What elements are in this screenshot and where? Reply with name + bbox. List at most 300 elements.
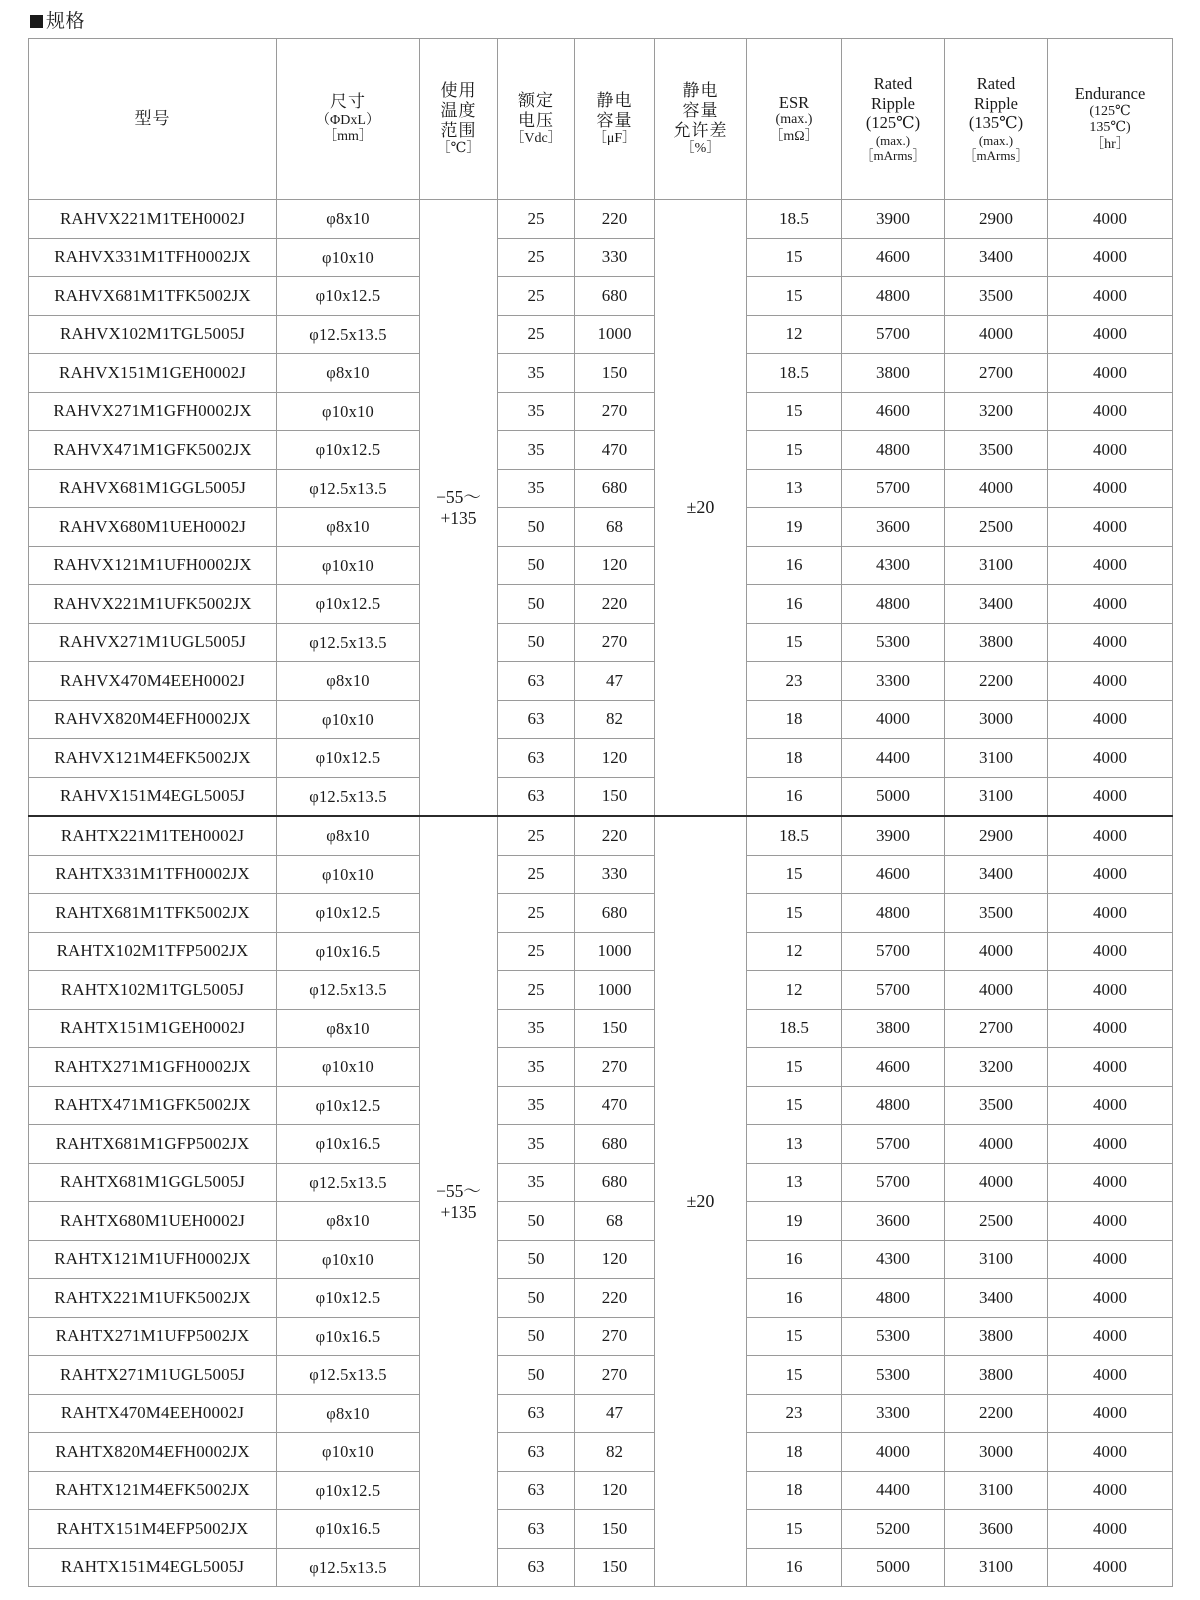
column-header-line: Ripple xyxy=(974,93,1018,113)
cell-endurance: 4000 xyxy=(1048,1086,1173,1125)
cell-size: φ10x12.5 xyxy=(277,739,420,778)
cell-model: RAHTX102M1TFP5002JX xyxy=(29,932,277,971)
cell-rated-ripple-135c: 2500 xyxy=(945,1202,1048,1241)
cell-capacitance: 47 xyxy=(575,1394,655,1433)
cell-rated-ripple-135c: 2700 xyxy=(945,1009,1048,1048)
table-row xyxy=(29,816,1173,855)
cell-size: φ8x10 xyxy=(277,200,420,239)
cell-endurance: 4000 xyxy=(1048,816,1173,855)
column-header-line: ［μF］ xyxy=(592,130,637,146)
cell-rated-ripple-125c: 5000 xyxy=(842,1548,945,1587)
cell-size: φ10x12.5 xyxy=(277,585,420,624)
cell-rated-voltage: 63 xyxy=(498,662,575,701)
cell-esr: 16 xyxy=(747,1240,842,1279)
column-header-line: 电压 xyxy=(518,110,554,131)
cell-rated-ripple-135c: 3800 xyxy=(945,1317,1048,1356)
cell-esr: 16 xyxy=(747,546,842,585)
cell-capacitance: 120 xyxy=(575,1240,655,1279)
cell-model: RAHTX680M1UEH0002J xyxy=(29,1202,277,1241)
column-header-line: ［mm］ xyxy=(323,129,373,145)
cell-endurance: 4000 xyxy=(1048,392,1173,431)
cell-endurance: 4000 xyxy=(1048,469,1173,508)
cell-size: φ10x16.5 xyxy=(277,1317,420,1356)
cell-rated-voltage: 50 xyxy=(498,1202,575,1241)
cell-esr: 18.5 xyxy=(747,354,842,393)
cell-rated-ripple-135c: 4000 xyxy=(945,315,1048,354)
cell-capacitance: 470 xyxy=(575,1086,655,1125)
cell-size: φ8x10 xyxy=(277,1202,420,1241)
cell-esr: 16 xyxy=(747,585,842,624)
cell-esr: 15 xyxy=(747,431,842,470)
cell-capacitance: 330 xyxy=(575,855,655,894)
cell-capacitance: 150 xyxy=(575,1510,655,1549)
cell-endurance: 4000 xyxy=(1048,894,1173,933)
cell-rated-ripple-125c: 4600 xyxy=(842,855,945,894)
cell-rated-ripple-135c: 2200 xyxy=(945,662,1048,701)
cell-rated-ripple-125c: 3800 xyxy=(842,1009,945,1048)
temperature-range-line: +135 xyxy=(440,507,477,528)
cell-model: RAHVX680M1UEH0002J xyxy=(29,508,277,547)
cell-esr: 19 xyxy=(747,508,842,547)
cell-endurance: 4000 xyxy=(1048,1048,1173,1087)
column-header-line: 135℃) xyxy=(1089,120,1131,136)
cell-model: RAHVX681M1TFK5002JX xyxy=(29,277,277,316)
table-row xyxy=(29,1548,1173,1587)
cell-capacitance: 680 xyxy=(575,469,655,508)
cell-capacitance-tolerance: ±20 xyxy=(655,200,747,817)
cell-endurance: 4000 xyxy=(1048,315,1173,354)
column-header-line: 型号 xyxy=(134,108,171,129)
cell-capacitance: 150 xyxy=(575,777,655,816)
cell-esr: 18 xyxy=(747,739,842,778)
cell-model: RAHTX470M4EEH0002J xyxy=(29,1394,277,1433)
cell-model: RAHVX470M4EEH0002J xyxy=(29,662,277,701)
cell-esr: 15 xyxy=(747,1510,842,1549)
cell-esr: 13 xyxy=(747,469,842,508)
cell-esr: 19 xyxy=(747,1202,842,1241)
table-header xyxy=(29,39,1173,200)
cell-endurance: 4000 xyxy=(1048,1125,1173,1164)
cell-endurance: 4000 xyxy=(1048,700,1173,739)
cell-model: RAHVX151M1GEH0002J xyxy=(29,354,277,393)
cell-rated-ripple-125c: 4600 xyxy=(842,392,945,431)
column-header-line: 范围 xyxy=(440,120,477,141)
cell-rated-ripple-125c: 4300 xyxy=(842,1240,945,1279)
cell-rated-ripple-135c: 2900 xyxy=(945,200,1048,239)
cell-rated-ripple-125c: 4400 xyxy=(842,739,945,778)
cell-rated-voltage: 50 xyxy=(498,508,575,547)
cell-capacitance: 470 xyxy=(575,431,655,470)
cell-rated-ripple-135c: 4000 xyxy=(945,932,1048,971)
cell-esr: 18 xyxy=(747,1433,842,1472)
cell-esr: 18.5 xyxy=(747,1009,842,1048)
cell-size: φ12.5x13.5 xyxy=(277,623,420,662)
cell-rated-voltage: 50 xyxy=(498,585,575,624)
cell-rated-ripple-135c: 4000 xyxy=(945,469,1048,508)
filled-square-bullet-icon xyxy=(30,15,43,28)
column-header-line: 允许差 xyxy=(673,120,728,141)
cell-rated-ripple-125c: 3300 xyxy=(842,662,945,701)
cell-rated-voltage: 63 xyxy=(498,1394,575,1433)
cell-capacitance: 120 xyxy=(575,546,655,585)
cell-model: RAHTX151M4EFP5002JX xyxy=(29,1510,277,1549)
column-header-cap xyxy=(575,39,655,200)
cell-capacitance: 150 xyxy=(575,354,655,393)
cell-rated-ripple-135c: 3100 xyxy=(945,1471,1048,1510)
cell-rated-voltage: 63 xyxy=(498,1548,575,1587)
cell-rated-voltage: 50 xyxy=(498,623,575,662)
table-row xyxy=(29,700,1173,739)
section-title: 规格 xyxy=(46,10,86,32)
cell-rated-ripple-125c: 5700 xyxy=(842,1125,945,1164)
cell-rated-ripple-125c: 4800 xyxy=(842,585,945,624)
cell-rated-ripple-135c: 3200 xyxy=(945,392,1048,431)
cell-endurance: 4000 xyxy=(1048,238,1173,277)
table-row xyxy=(29,1048,1173,1087)
cell-rated-ripple-125c: 4800 xyxy=(842,894,945,933)
table-row xyxy=(29,431,1173,470)
cell-capacitance: 68 xyxy=(575,1202,655,1241)
cell-rated-voltage: 63 xyxy=(498,1471,575,1510)
column-header-line: 温度 xyxy=(440,100,477,121)
cell-size: φ10x12.5 xyxy=(277,1279,420,1318)
column-header-line: Rated xyxy=(976,74,1016,94)
cell-endurance: 4000 xyxy=(1048,1394,1173,1433)
table-row xyxy=(29,1279,1173,1318)
cell-rated-ripple-135c: 3100 xyxy=(945,546,1048,585)
cell-capacitance: 150 xyxy=(575,1548,655,1587)
cell-capacitance: 1000 xyxy=(575,971,655,1010)
cell-endurance: 4000 xyxy=(1048,932,1173,971)
cell-esr: 12 xyxy=(747,315,842,354)
cell-esr: 15 xyxy=(747,392,842,431)
cell-model: RAHTX820M4EFH0002JX xyxy=(29,1433,277,1472)
column-header-line: Ripple xyxy=(871,93,915,113)
cell-rated-ripple-135c: 3500 xyxy=(945,1086,1048,1125)
table-row xyxy=(29,1356,1173,1395)
column-header-line: (135℃) xyxy=(968,113,1024,133)
cell-model: RAHTX121M4EFK5002JX xyxy=(29,1471,277,1510)
cell-endurance: 4000 xyxy=(1048,277,1173,316)
column-header-line: (max.) xyxy=(775,112,813,128)
table-row xyxy=(29,1433,1173,1472)
temperature-range-line: +135 xyxy=(440,1201,477,1222)
table-row xyxy=(29,623,1173,662)
cell-rated-voltage: 35 xyxy=(498,392,575,431)
column-header-esr xyxy=(747,39,842,200)
cell-endurance: 4000 xyxy=(1048,1510,1173,1549)
cell-capacitance: 220 xyxy=(575,816,655,855)
table-row xyxy=(29,1086,1173,1125)
table-row xyxy=(29,1240,1173,1279)
cell-rated-ripple-125c: 4600 xyxy=(842,1048,945,1087)
cell-model: RAHVX331M1TFH0002JX xyxy=(29,238,277,277)
cell-endurance: 4000 xyxy=(1048,855,1173,894)
temperature-range-line: −55～ xyxy=(436,1180,481,1201)
cell-capacitance: 270 xyxy=(575,392,655,431)
temperature-range-line: −55～ xyxy=(436,486,481,507)
cell-rated-ripple-135c: 3500 xyxy=(945,894,1048,933)
cell-rated-voltage: 35 xyxy=(498,431,575,470)
cell-esr: 18.5 xyxy=(747,200,842,239)
column-header-line: (max.) xyxy=(875,132,911,148)
column-header-line: ［Vdc］ xyxy=(510,130,562,146)
cell-model: RAHTX681M1GFP5002JX xyxy=(29,1125,277,1164)
column-header-line: Rated xyxy=(873,74,913,94)
cell-rated-ripple-125c: 4000 xyxy=(842,700,945,739)
cell-model: RAHTX221M1TEH0002J xyxy=(29,816,277,855)
cell-size: φ10x12.5 xyxy=(277,277,420,316)
cell-capacitance: 220 xyxy=(575,200,655,239)
cell-endurance: 4000 xyxy=(1048,1009,1173,1048)
cell-rated-ripple-125c: 5300 xyxy=(842,623,945,662)
cell-capacitance: 68 xyxy=(575,508,655,547)
cell-capacitance: 150 xyxy=(575,1009,655,1048)
cell-rated-ripple-125c: 5300 xyxy=(842,1317,945,1356)
cell-endurance: 4000 xyxy=(1048,1202,1173,1241)
cell-esr: 15 xyxy=(747,1086,842,1125)
column-header-line: ［hr］ xyxy=(1090,136,1130,152)
table-row xyxy=(29,469,1173,508)
cell-rated-ripple-125c: 4600 xyxy=(842,238,945,277)
table-row xyxy=(29,238,1173,277)
cell-model: RAHTX121M1UFH0002JX xyxy=(29,1240,277,1279)
table-row xyxy=(29,777,1173,816)
cell-model: RAHTX271M1GFH0002JX xyxy=(29,1048,277,1087)
cell-endurance: 4000 xyxy=(1048,546,1173,585)
cell-rated-ripple-125c: 3600 xyxy=(842,508,945,547)
cell-rated-ripple-135c: 3500 xyxy=(945,431,1048,470)
cell-rated-voltage: 50 xyxy=(498,1279,575,1318)
cell-model: RAHVX221M1UFK5002JX xyxy=(29,585,277,624)
cell-rated-ripple-125c: 3300 xyxy=(842,1394,945,1433)
cell-rated-voltage: 25 xyxy=(498,238,575,277)
column-header-line: Endurance xyxy=(1074,84,1146,104)
cell-model: RAHTX681M1TFK5002JX xyxy=(29,894,277,933)
cell-endurance: 4000 xyxy=(1048,431,1173,470)
cell-rated-ripple-125c: 3600 xyxy=(842,1202,945,1241)
cell-rated-ripple-125c: 3900 xyxy=(842,816,945,855)
column-header-line: 尺寸 xyxy=(330,92,366,113)
cell-size: φ10x16.5 xyxy=(277,1510,420,1549)
cell-capacitance-tolerance: ±20 xyxy=(655,816,747,1587)
table-row xyxy=(29,508,1173,547)
cell-endurance: 4000 xyxy=(1048,623,1173,662)
specification-table xyxy=(28,38,1173,1587)
column-header-line: 容量 xyxy=(596,110,633,131)
column-header-line: ［mArms］ xyxy=(860,148,926,164)
cell-esr: 15 xyxy=(747,1048,842,1087)
cell-rated-ripple-125c: 4000 xyxy=(842,1433,945,1472)
cell-model: RAHVX121M4EFK5002JX xyxy=(29,739,277,778)
cell-capacitance: 1000 xyxy=(575,315,655,354)
cell-size: φ10x10 xyxy=(277,1433,420,1472)
cell-rated-ripple-125c: 5700 xyxy=(842,932,945,971)
cell-model: RAHVX102M1TGL5005J xyxy=(29,315,277,354)
cell-rated-voltage: 35 xyxy=(498,1048,575,1087)
cell-endurance: 4000 xyxy=(1048,1471,1173,1510)
cell-rated-voltage: 25 xyxy=(498,200,575,239)
cell-rated-ripple-135c: 2900 xyxy=(945,816,1048,855)
cell-rated-voltage: 25 xyxy=(498,894,575,933)
cell-rated-ripple-125c: 5700 xyxy=(842,469,945,508)
cell-rated-ripple-125c: 5200 xyxy=(842,1510,945,1549)
cell-capacitance: 220 xyxy=(575,1279,655,1318)
column-header-line: 静电 xyxy=(596,90,633,111)
cell-rated-ripple-125c: 5000 xyxy=(842,777,945,816)
table-row xyxy=(29,1009,1173,1048)
cell-rated-ripple-135c: 3400 xyxy=(945,238,1048,277)
cell-size: φ12.5x13.5 xyxy=(277,315,420,354)
cell-model: RAHTX221M1UFK5002JX xyxy=(29,1279,277,1318)
table-row xyxy=(29,392,1173,431)
column-header-line: ESR xyxy=(778,92,810,112)
cell-esr: 16 xyxy=(747,1279,842,1318)
cell-rated-voltage: 25 xyxy=(498,277,575,316)
cell-model: RAHVX151M4EGL5005J xyxy=(29,777,277,816)
cell-esr: 16 xyxy=(747,1548,842,1587)
cell-rated-ripple-135c: 2700 xyxy=(945,354,1048,393)
table-row xyxy=(29,1202,1173,1241)
cell-size: φ10x10 xyxy=(277,700,420,739)
cell-temperature-range xyxy=(420,816,498,1587)
table-row xyxy=(29,855,1173,894)
cell-model: RAHVX681M1GGL5005J xyxy=(29,469,277,508)
column-header-line: (125℃) xyxy=(865,113,921,133)
cell-rated-voltage: 63 xyxy=(498,777,575,816)
cell-capacitance: 270 xyxy=(575,1048,655,1087)
cell-model: RAHTX151M4EGL5005J xyxy=(29,1548,277,1587)
cell-esr: 12 xyxy=(747,932,842,971)
cell-capacitance: 120 xyxy=(575,739,655,778)
cell-rated-ripple-125c: 4800 xyxy=(842,1086,945,1125)
cell-capacitance: 680 xyxy=(575,277,655,316)
cell-endurance: 4000 xyxy=(1048,971,1173,1010)
cell-rated-ripple-135c: 2200 xyxy=(945,1394,1048,1433)
cell-capacitance: 270 xyxy=(575,623,655,662)
cell-capacitance: 120 xyxy=(575,1471,655,1510)
cell-esr: 18.5 xyxy=(747,816,842,855)
table-row xyxy=(29,277,1173,316)
cell-rated-voltage: 50 xyxy=(498,546,575,585)
cell-endurance: 4000 xyxy=(1048,1279,1173,1318)
cell-size: φ10x10 xyxy=(277,855,420,894)
cell-size: φ10x16.5 xyxy=(277,1125,420,1164)
cell-size: φ8x10 xyxy=(277,662,420,701)
cell-rated-ripple-125c: 5700 xyxy=(842,1163,945,1202)
cell-rated-ripple-135c: 3400 xyxy=(945,585,1048,624)
cell-esr: 15 xyxy=(747,1356,842,1395)
table-row xyxy=(29,1394,1173,1433)
cell-capacitance: 680 xyxy=(575,894,655,933)
cell-model: RAHTX271M1UFP5002JX xyxy=(29,1317,277,1356)
cell-capacitance: 220 xyxy=(575,585,655,624)
cell-rated-voltage: 25 xyxy=(498,971,575,1010)
cell-capacitance: 270 xyxy=(575,1317,655,1356)
cell-endurance: 4000 xyxy=(1048,1433,1173,1472)
cell-rated-ripple-125c: 4300 xyxy=(842,546,945,585)
cell-capacitance: 680 xyxy=(575,1125,655,1164)
column-header-tol xyxy=(655,39,747,200)
cell-rated-ripple-135c: 3200 xyxy=(945,1048,1048,1087)
cell-size: φ10x12.5 xyxy=(277,1086,420,1125)
cell-rated-ripple-125c: 5700 xyxy=(842,315,945,354)
cell-rated-ripple-125c: 5300 xyxy=(842,1356,945,1395)
table-row xyxy=(29,932,1173,971)
cell-rated-ripple-135c: 4000 xyxy=(945,1163,1048,1202)
column-header-temp xyxy=(420,39,498,200)
cell-esr: 18 xyxy=(747,1471,842,1510)
cell-endurance: 4000 xyxy=(1048,662,1173,701)
cell-size: φ10x12.5 xyxy=(277,1471,420,1510)
cell-rated-ripple-135c: 3100 xyxy=(945,777,1048,816)
cell-model: RAHTX151M1GEH0002J xyxy=(29,1009,277,1048)
table-row xyxy=(29,200,1173,239)
cell-endurance: 4000 xyxy=(1048,585,1173,624)
cell-rated-voltage: 63 xyxy=(498,700,575,739)
cell-rated-ripple-135c: 3400 xyxy=(945,1279,1048,1318)
cell-size: φ12.5x13.5 xyxy=(277,777,420,816)
cell-model: RAHTX102M1TGL5005J xyxy=(29,971,277,1010)
cell-model: RAHVX121M1UFH0002JX xyxy=(29,546,277,585)
cell-size: φ10x16.5 xyxy=(277,932,420,971)
column-header-rr135 xyxy=(945,39,1048,200)
cell-rated-ripple-125c: 4800 xyxy=(842,1279,945,1318)
table-row xyxy=(29,1510,1173,1549)
cell-esr: 13 xyxy=(747,1163,842,1202)
section-heading xyxy=(30,12,1172,31)
column-header-line: （ΦDxL） xyxy=(316,112,380,128)
cell-rated-ripple-135c: 3600 xyxy=(945,1510,1048,1549)
cell-rated-voltage: 35 xyxy=(498,469,575,508)
cell-rated-ripple-135c: 3100 xyxy=(945,739,1048,778)
cell-esr: 23 xyxy=(747,662,842,701)
cell-rated-ripple-125c: 4800 xyxy=(842,431,945,470)
table-row xyxy=(29,894,1173,933)
column-header-line: (125℃ xyxy=(1089,103,1131,119)
cell-size: φ10x10 xyxy=(277,546,420,585)
cell-model: RAHTX331M1TFH0002JX xyxy=(29,855,277,894)
cell-rated-ripple-135c: 3100 xyxy=(945,1548,1048,1587)
cell-rated-voltage: 35 xyxy=(498,354,575,393)
cell-endurance: 4000 xyxy=(1048,200,1173,239)
table-row xyxy=(29,546,1173,585)
cell-size: φ8x10 xyxy=(277,1394,420,1433)
cell-rated-ripple-135c: 4000 xyxy=(945,971,1048,1010)
table-row xyxy=(29,662,1173,701)
cell-esr: 15 xyxy=(747,238,842,277)
cell-esr: 15 xyxy=(747,1317,842,1356)
cell-temperature-range xyxy=(420,200,498,817)
cell-rated-voltage: 35 xyxy=(498,1125,575,1164)
column-header-line: ［℃］ xyxy=(436,140,481,156)
cell-endurance: 4000 xyxy=(1048,1548,1173,1587)
cell-capacitance: 680 xyxy=(575,1163,655,1202)
cell-model: RAHVX820M4EFH0002JX xyxy=(29,700,277,739)
table-row xyxy=(29,1125,1173,1164)
cell-esr: 13 xyxy=(747,1125,842,1164)
column-header-line: 静电 xyxy=(682,80,719,101)
cell-rated-ripple-135c: 3500 xyxy=(945,277,1048,316)
cell-rated-voltage: 35 xyxy=(498,1086,575,1125)
cell-size: φ10x10 xyxy=(277,1048,420,1087)
cell-esr: 12 xyxy=(747,971,842,1010)
cell-rated-ripple-125c: 3900 xyxy=(842,200,945,239)
cell-endurance: 4000 xyxy=(1048,1356,1173,1395)
cell-rated-ripple-135c: 3000 xyxy=(945,1433,1048,1472)
cell-rated-ripple-125c: 4800 xyxy=(842,277,945,316)
cell-capacitance: 82 xyxy=(575,700,655,739)
